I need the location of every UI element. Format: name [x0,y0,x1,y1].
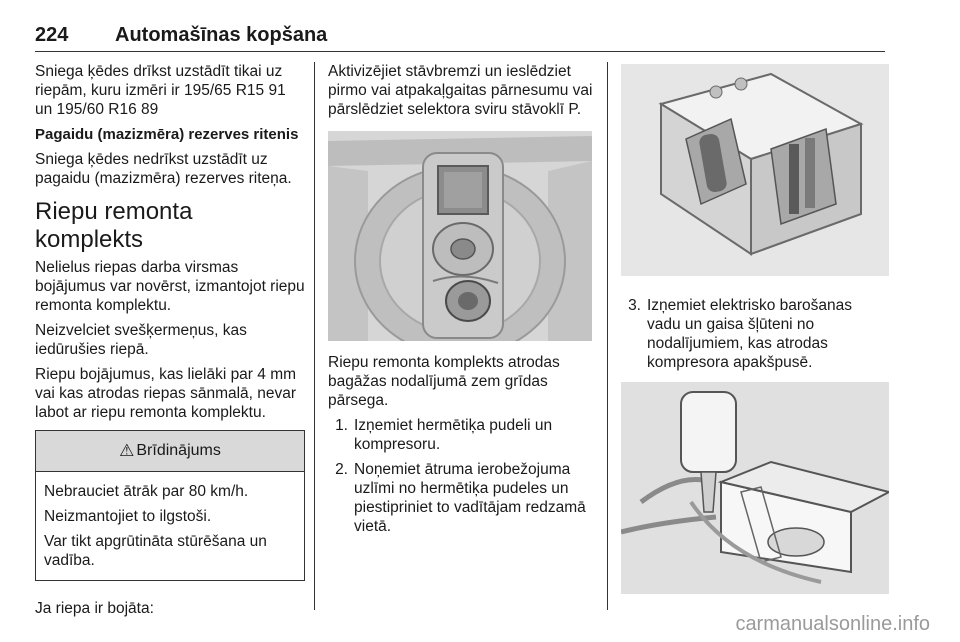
warning-header [36,431,304,472]
watermark: carmanualsonline.info [735,613,930,635]
figure-trunk-spare-well [328,131,592,341]
header-rule [35,51,885,52]
paragraph: Riepu remonta komplekts atrodas bagāžas nodalījumā zem grīdas pārsega. [328,354,560,409]
column-divider [314,62,315,610]
paragraph: Neizvelciet svešķermeņus, kas iedūrušies riepā. [35,322,247,358]
section-title: Riepu remonta komplekts [35,198,193,253]
warning-triangle-icon: ⚠ [119,441,135,460]
warning-box [35,430,305,581]
column-right [621,62,889,594]
figure-repair-kit-tray [621,64,889,276]
page-header [35,24,885,52]
steps-list [328,416,596,536]
page-number: 224 [35,24,69,46]
steps-list [621,296,889,372]
column-middle [328,62,596,542]
step-text: Noņemiet ātruma ierobežojuma uzlīmi no hermētiķa pudeles un piestipriniet to vadītājam redzamā vietā. [354,461,586,535]
warning-title: Brīdinājums [136,442,221,459]
step-number: 3. [628,297,641,314]
step-number: 1. [335,417,348,434]
list-item [621,296,889,372]
paragraph: Nelielus riepas darba virsmas bojājumus var novērst, izmantojot riepu remonta komplektu. [35,259,305,314]
kit-tray-illustration [621,64,889,276]
figure-compressor-hose [621,382,889,594]
warning-line: Nebrauciet ātrāk par 80 km/h. [44,483,249,500]
list-item [328,416,596,454]
step-number: 2. [335,461,348,478]
trunk-illustration [328,131,592,341]
chapter-title: Automašīnas kopšana [115,24,328,46]
column-divider [607,62,608,610]
paragraph: Aktivizējiet stāvbremzi un ieslēdziet pirmo vai atpakaļgaitas pārnesumu vai pārslēdziet selektora sviru stāvoklī P. [328,63,593,118]
subheading: Pagaidu (mazizmēra) rezerves ritenis [35,126,299,143]
paragraph: Riepu bojājumus, kas lielāki par 4 mm vai kas atrodas riepas sānmalā, nevar labot ar riepu remonta komplektu. [35,366,297,421]
step-text: Izņemiet hermētiķa pudeli un kompresoru. [354,417,553,453]
warning-body [36,472,304,580]
warning-line: Neizmantojiet to ilgstoši. [44,508,212,525]
paragraph: Ja riepa ir bojāta: [35,600,154,617]
warning-line: Var tikt apgrūtināta stūrēšana un vadība. [44,533,267,569]
paragraph: Sniega ķēdes nedrīkst uzstādīt uz pagaidu (mazizmēra) rezerves riteņa. [35,151,292,187]
step-text: Izņemiet elektrisko barošanas vadu un gaisa šļūteni no nodalījumiem, kas atrodas kompresora apakšpusē. [647,297,853,371]
paragraph: Sniega ķēdes drīkst uzstādīt tikai uz riepām, kuru izmēri ir 195/65 R15 91 un 195/60 R16 89 [35,63,286,118]
list-item [328,460,596,536]
compressor-illustration [621,382,889,594]
column-left [35,62,305,624]
